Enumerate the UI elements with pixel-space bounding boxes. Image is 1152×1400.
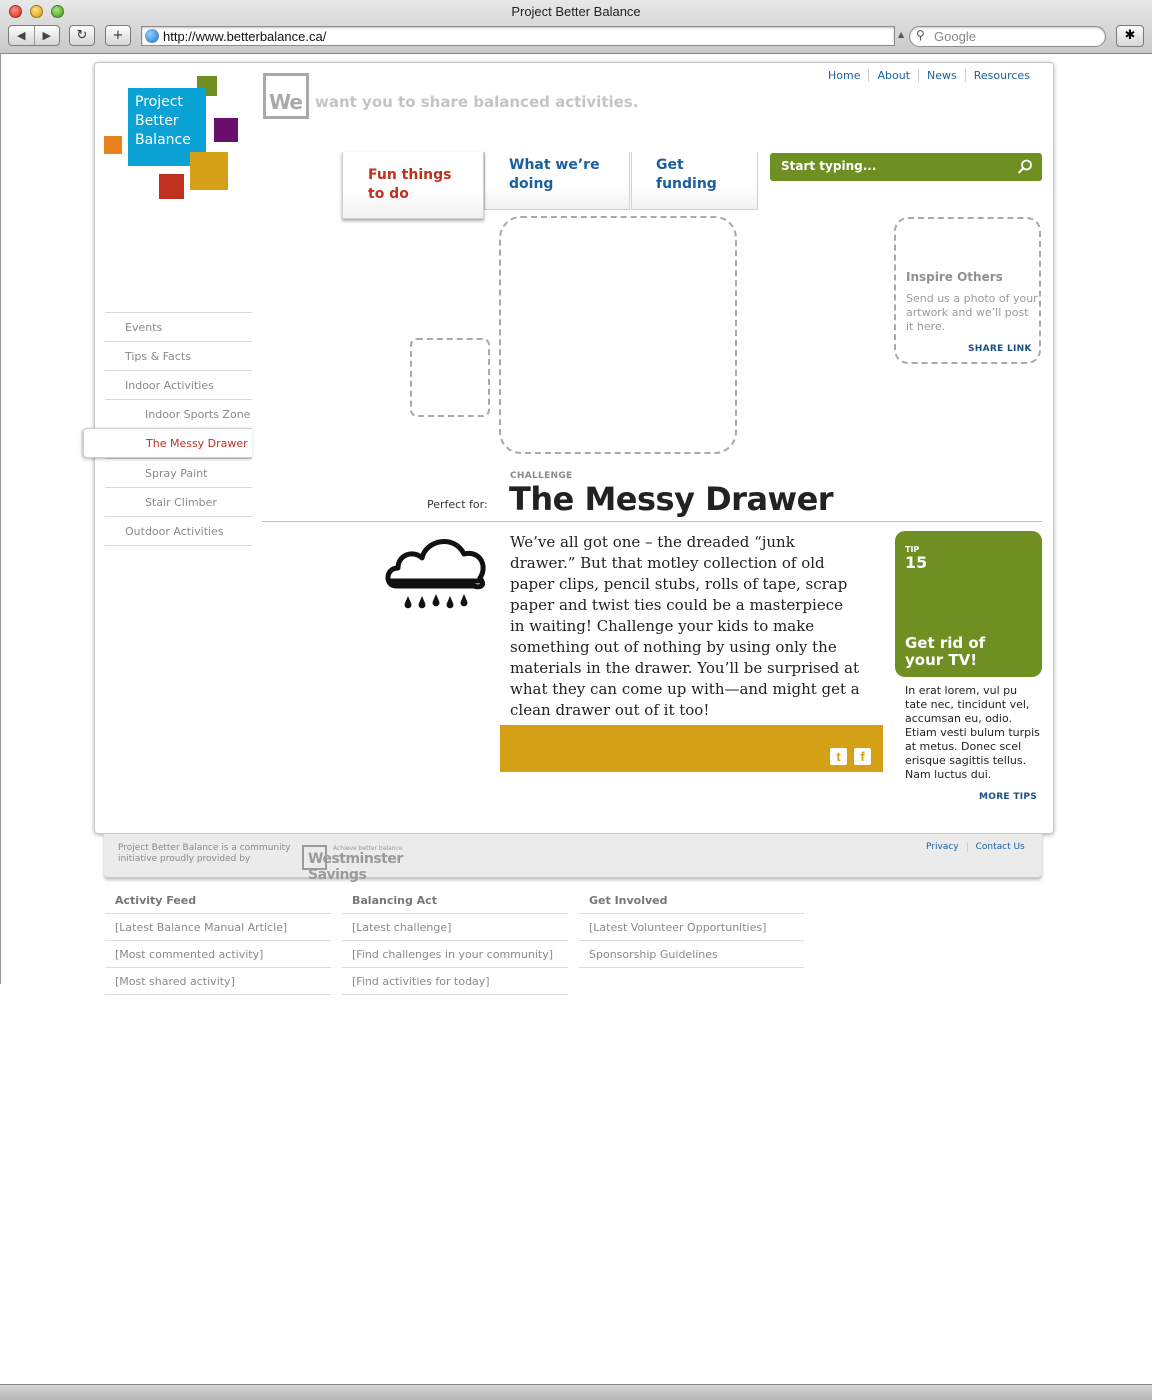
side-nav-outdoor-activities[interactable]: Outdoor Activities [105, 516, 252, 546]
side-nav-indoor-sports-zone[interactable]: Indoor Sports Zone [105, 399, 252, 428]
logo-line-1: Project [135, 94, 183, 110]
tab-label-line-1: What we’re [509, 157, 600, 173]
side-nav-the-messy-drawer[interactable]: The Messy Drawer [83, 428, 252, 458]
facebook-icon[interactable]: f [854, 748, 871, 765]
side-nav-tips-facts[interactable]: Tips & Facts [105, 341, 252, 370]
browser-toolbar [0, 0, 1152, 54]
tab-fun-things-to-do[interactable] [342, 152, 484, 219]
browser-search-field[interactable] [909, 26, 1106, 47]
logo-text [135, 93, 191, 150]
add-bookmark-button[interactable]: + [105, 25, 131, 46]
bug-report-button[interactable]: ✱ [1116, 25, 1144, 47]
tip-body: In erat lorem, vul pu tate nec, tincidunt vel, accumsan eu, odio. Etiam vesti bulum turpis at metus. Donec scel erisque sagittis tellus. Nam luctus dui. [905, 684, 1040, 781]
tab-label-line-1: Fun things [368, 167, 452, 183]
site-search-placeholder: Start typing... [781, 159, 877, 173]
footer-links [926, 842, 1033, 852]
side-nav-spray-paint[interactable]: Spray Paint [105, 458, 252, 487]
tab-label-line-2: doing [509, 176, 554, 192]
reload-button[interactable]: ↻ [69, 25, 95, 46]
footer-link[interactable]: [Latest Volunteer Opportunities] [579, 914, 804, 941]
logo-purple-square [214, 118, 238, 142]
footer-link[interactable]: [Latest challenge] [342, 914, 568, 941]
perfect-for-label: Perfect for: [427, 498, 488, 511]
logo-gold-square [190, 152, 228, 190]
rain-cloud-icon [384, 530, 488, 616]
inspire-title: Inspire Others [906, 270, 1003, 284]
footer-link[interactable]: [Find activities for today] [342, 968, 568, 995]
footer-link[interactable]: [Find challenges in your community] [342, 941, 568, 968]
footer-column-heading: Activity Feed [105, 890, 331, 914]
top-nav [828, 69, 1038, 82]
twitter-icon[interactable]: t [830, 748, 847, 765]
address-dropdown-icon[interactable]: ▲ [898, 30, 905, 39]
search-icon[interactable] [1017, 159, 1033, 175]
tip-headline: Get rid of your TV! [905, 634, 986, 669]
we-logo [263, 73, 309, 119]
top-nav-home[interactable]: Home [828, 69, 861, 82]
share-bar [500, 725, 883, 772]
site-logo[interactable] [104, 76, 244, 201]
address-bar[interactable] [141, 26, 895, 46]
article-body: We’ve all got one – the dreaded “junk drawer.” But that motley collection of old paper clips, pencil stubs, rolls of tape, scrap paper and twist ties could be a masterpiece in waiting! Challenge your kids to make something out of nothing by using only the materials in the drawer. You’ll be surprised at what they can come up with—and might get a clean drawer out of it too! [510, 533, 860, 719]
footer-column-heading: Get Involved [579, 890, 804, 914]
address-text: http://www.betterbalance.ca/ [163, 29, 327, 44]
window-title: Project Better Balance [511, 4, 641, 19]
top-nav-about[interactable]: About [868, 69, 918, 82]
tip-card[interactable] [895, 531, 1042, 677]
search-icon: ⚲ [916, 28, 925, 42]
title-divider [262, 521, 1042, 522]
challenge-kicker: CHALLENGE [510, 471, 573, 481]
logo-orange-square [104, 136, 122, 154]
westminster-savings-logo[interactable] [302, 843, 452, 883]
top-nav-resources[interactable]: Resources [965, 69, 1038, 82]
tab-label-line-1: Get [656, 157, 684, 173]
feature-image-placeholder [499, 216, 737, 454]
footer-contact-link[interactable]: Contact Us [967, 842, 1033, 852]
sponsor-slogan: Achieve better balance [333, 845, 403, 852]
tab-label-line-2: funding [656, 176, 717, 192]
back-forward-buttons [8, 25, 60, 46]
logo-line-2: Better [135, 113, 179, 129]
footer-privacy-link[interactable]: Privacy [926, 842, 959, 852]
side-nav-indoor-activities[interactable]: Indoor Activities [105, 370, 252, 399]
share-link[interactable]: SHARE LINK [968, 344, 1032, 354]
footer-column-balancing-act [342, 890, 568, 995]
footer-column-activity-feed [105, 890, 331, 995]
footer-link[interactable]: Sponsorship Guidelines [579, 941, 804, 968]
forward-button[interactable]: ▶ [42, 29, 51, 42]
footer-credit: Project Better Balance is a community initiative proudly provided by [118, 843, 291, 864]
thumbnail-placeholder [410, 338, 490, 417]
tab-label-line-2: to do [368, 186, 409, 202]
viewport-edge [0, 54, 1, 984]
footer-link[interactable]: [Most shared activity] [105, 968, 331, 995]
footer-column-get-involved [579, 890, 804, 968]
inspire-others-box [894, 217, 1041, 364]
top-nav-news[interactable]: News [918, 69, 965, 82]
tip-label: TIP [905, 545, 920, 554]
side-nav-stair-climber[interactable]: Stair Climber [105, 487, 252, 516]
we-logo-text: We [269, 90, 302, 114]
sponsor-name: Westminster Savings [308, 851, 403, 883]
site-search-input[interactable] [770, 153, 1042, 181]
back-button[interactable]: ◀ [9, 26, 35, 45]
inspire-body: Send us a photo of your artwork and we’ll post it here. [906, 292, 1038, 333]
footer-link[interactable]: [Most commented activity] [105, 941, 331, 968]
more-tips-link[interactable]: MORE TIPS [979, 792, 1038, 802]
browser-search-placeholder: Google [934, 29, 976, 44]
footer-column-heading: Balancing Act [342, 890, 568, 914]
browser-status-bar [0, 1384, 1152, 1400]
tab-what-were-doing[interactable] [484, 152, 630, 210]
page-title: The Messy Drawer [509, 480, 834, 518]
footer-link[interactable]: [Latest Balance Manual Article] [105, 914, 331, 941]
side-nav-events[interactable]: Events [105, 312, 252, 341]
tab-get-funding[interactable] [631, 152, 758, 210]
tip-number: 15 [905, 553, 928, 572]
side-nav [105, 312, 252, 546]
logo-line-3: Balance [135, 132, 191, 148]
tagline: want you to share balanced activities. [315, 93, 639, 111]
logo-red-square [159, 174, 184, 199]
globe-icon [145, 29, 159, 43]
